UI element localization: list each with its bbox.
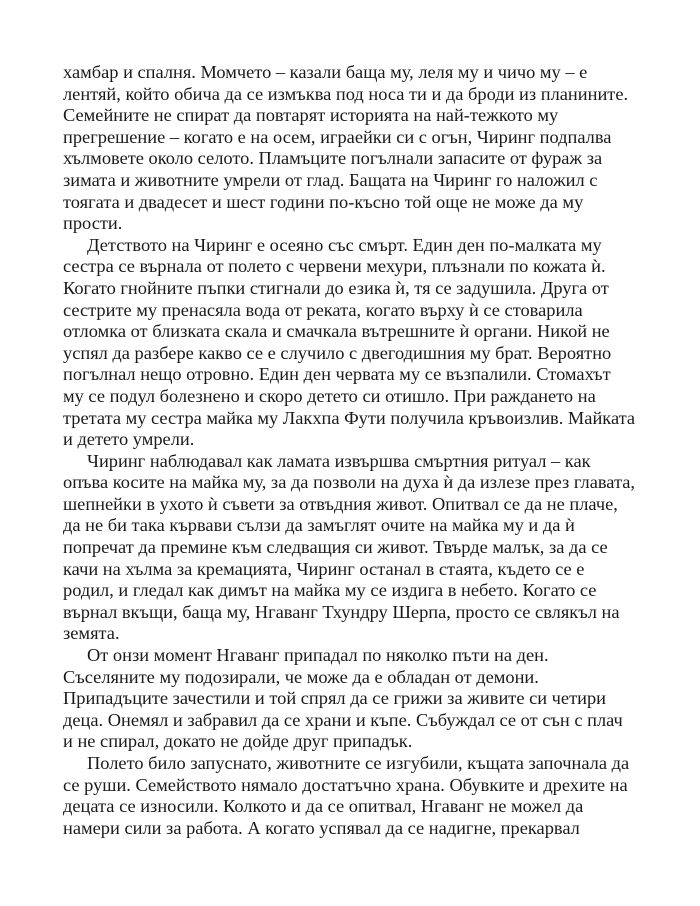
paragraph [63,62,643,235]
text-line: От онзи момент Нгаванг припадал по няколко пъти на ден. [87,645,549,666]
text-line: намери сили за работа. А когато успявал да се надигне, прекарвал [63,817,580,838]
text-line: Когато гнойните пъпки стигнали до езика ѝ, тя се задушила. Друга от [63,277,609,298]
text-line: прости. [63,213,123,234]
text-line: тоягата и двадесет и шест години по-късно той още не може да му [63,191,584,212]
text-line: върнал вкъщи, баща му, Нгаванг Тхундру Шерпа, просто се свлякъл на [63,601,620,622]
text-line: Чиринг наблюдавал как ламата извършва смъртния ритуал – как [87,450,591,471]
text-line: му се подул болезнено и скоро детето си отишло. При раждането на [63,385,596,406]
text-line: Детството на Чиринг е осеяно със смърт. Един ден по-малката му [87,234,602,255]
text-line: земята. [63,623,120,644]
page-text [63,62,643,839]
text-line: се руши. Семейството нямало достатъчно храна. Обувките и дрехите на [63,774,628,795]
text-line: хълмовете около селото. Пламъците погълнали запасите от фураж за [63,148,603,169]
text-line: деца. Онемял и забравил да се храни и къпе. Събуждал се от сън с плач [63,709,623,730]
text-line: да не би така кървави сълзи да замъглят очите на майка му и да ѝ [63,515,575,536]
text-line: Семейните не спират да повтарят историята на най-тежкото му [63,105,559,126]
paragraph [63,235,643,451]
text-line: сестрите му пренасяла вода от реката, когато върху ѝ се стоварила [63,299,583,320]
text-line: лентяй, който обича да се измъква под носа ти и да броди из планините. [63,83,629,104]
text-line: третата му сестра майка му Лакхпа Фути получила кръвоизлив. Майката [63,407,636,428]
text-line: зимата и животните умрели от глад. Бащата на Чиринг го наложил с [63,169,598,190]
text-line: и детето умрели. [63,429,195,450]
text-line: качи на хълма за кремацията, Чиринг останал в стаята, където се е [63,558,585,579]
text-line: успял да разбере какво се е случило с двегодишния му брат. Вероятно [63,342,612,363]
text-line: прегрешение – когато е на осем, играейки си с огън, Чиринг подпалва [63,126,612,147]
text-line: хамбар и спалня. Момчето – казали баща му, леля му и чичо му – е [63,62,588,82]
text-line: Припадъците зачестили и той спрял да се грижи за живите си четири [63,688,607,709]
text-line: и не спирал, докато не дойде друг припадък. [63,731,413,752]
text-line: Съселяните му подозирали, че може да е обладан от демони. [63,666,539,687]
text-line: децата се износили. Колкото и да се опитвал, Нгаванг не можел да [63,796,584,817]
text-line: погълнал нещо отровно. Един ден червата му се възпалили. Стомахът [63,364,611,385]
text-line: Полето било запуснато, животните се изгубили, къщата започнала да [87,753,630,773]
text-line: отломка от близката скала и смачкала вътрешните ѝ органи. Никой не [63,321,610,342]
paragraph [63,753,643,839]
paragraph [63,451,643,645]
text-line: попречат да премине към следващия си живот. Твърде малък, за да се [63,537,608,558]
text-line: шепнейки в ухото ѝ съвети за отвъдния живот. Опитвал се да не плаче, [63,493,618,514]
text-line: родил, и гледал как димът на майка му се издига в небето. Когато се [63,580,597,601]
text-line: сестра се върнала от полето с червени мехури, плъзнали по кожата ѝ. [63,256,606,277]
paragraph [63,645,643,753]
text-line: опъва косите на майка му, за да позволи на духа ѝ да излезе през главата, [63,472,636,493]
